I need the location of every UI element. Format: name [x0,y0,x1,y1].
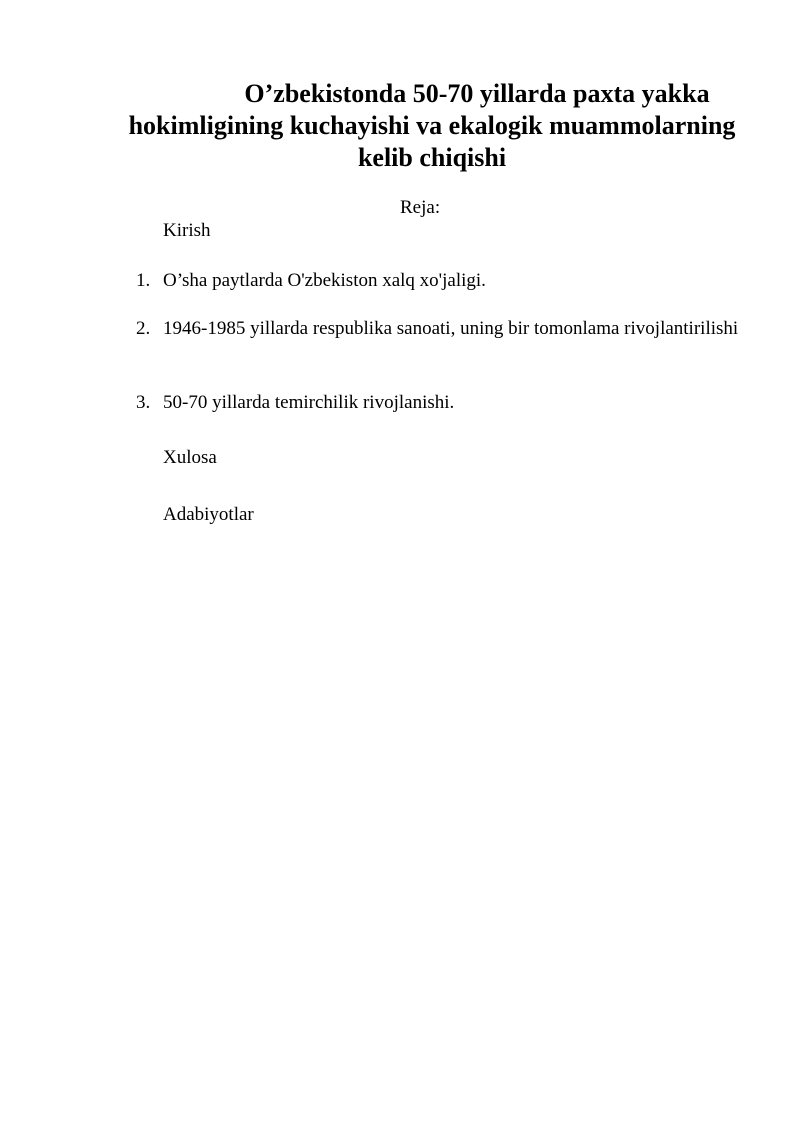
plan-item-1 [136,263,742,298]
plan-item-text: O’sha paytlarda O'zbekiston xalq xo'jaligi. [163,270,486,291]
plan-item-2 [136,311,742,346]
title-line-2: hokimligining kuchayishi va ekalogik muammolarning [128,111,736,140]
document-title [112,78,752,174]
plan-item-3 [136,385,742,420]
title-line-1: O’zbekistonda 50-70 yillarda paxta yakka [244,79,710,108]
intro-label: Kirish [163,220,211,241]
title-line-3: kelib chiqishi [357,143,507,172]
conclusion-label: Xulosa [163,447,217,468]
plan-heading: Reja: [400,197,441,218]
references-label: Adabiyotlar [163,504,254,525]
plan-item-text: 50-70 yillarda temirchilik rivojlanishi. [163,392,455,413]
plan-item-number: 2. [136,318,151,339]
plan-item-number: 3. [136,392,151,413]
plan-item-number: 1. [136,270,151,291]
plan-item-text: 1946-1985 yillarda respublika sanoati, uning bir tomonlama rivojlantirilishi [163,318,739,339]
